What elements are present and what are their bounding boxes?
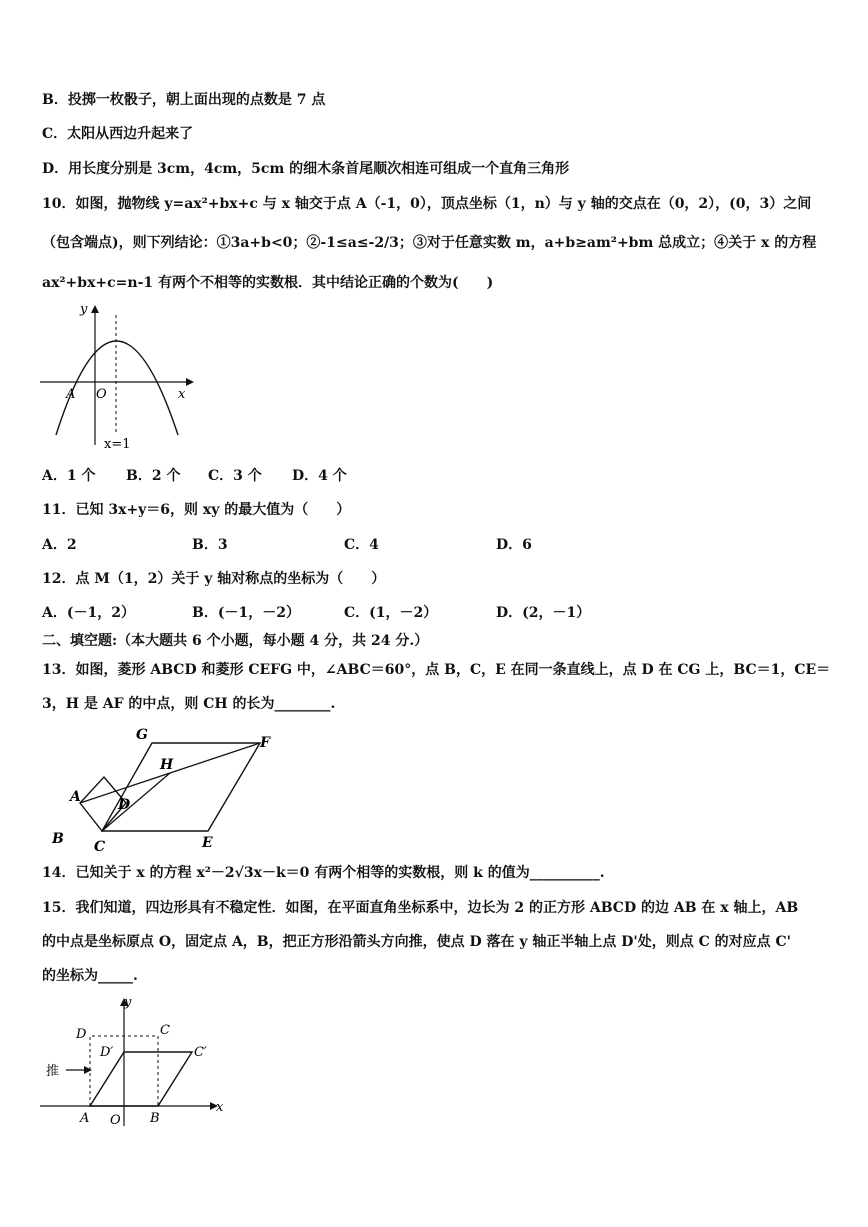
q10-fig-axis-label: x=1 bbox=[104, 437, 131, 452]
q13-fig-e: E bbox=[202, 835, 213, 851]
q12-option-d: D．(2，－1） bbox=[496, 605, 591, 621]
q15-fig-b: B bbox=[150, 1111, 160, 1126]
q13-fig-a: A bbox=[70, 789, 81, 805]
q10-option-c: C．3 个 bbox=[208, 468, 262, 484]
q10-option-b: B．2 个 bbox=[126, 468, 181, 484]
q12-stem: 12．点 M（1，2）关于 y 轴对称点的坐标为（ ） bbox=[42, 571, 386, 587]
q15-fig-a: A bbox=[80, 1111, 90, 1126]
q11-stem: 11．已知 3x+y＝6，则 xy 的最大值为（ ） bbox=[42, 502, 351, 518]
q10-line2: （包含端点)，则下列结论：①3a+b<0；②-1≤a≤-2/3；③对于任意实数 m，a+b≥am²+bm 总成立；④关于 x 的方程 bbox=[42, 235, 817, 251]
q13-rhombus-figure bbox=[48, 725, 288, 855]
q15-fig-push: 推 bbox=[46, 1064, 60, 1079]
q13-fig-f: F bbox=[260, 735, 270, 751]
q11-option-a: A．2 bbox=[42, 537, 77, 553]
q13-fig-h: H bbox=[160, 757, 174, 773]
q10-parabola-figure bbox=[38, 302, 198, 455]
q15-fig-x: x bbox=[216, 1100, 224, 1115]
q15-fig-o: O bbox=[110, 1113, 121, 1128]
q10-fig-o-label: O bbox=[96, 387, 107, 402]
q15-square-figure bbox=[40, 995, 230, 1128]
section2-heading: 二、填空题:（本大题共 6 个小题，每小题 4 分，共 24 分.） bbox=[42, 633, 429, 649]
q15-fig-d: D bbox=[76, 1027, 87, 1042]
q10-fig-a-label: A bbox=[66, 387, 76, 402]
q10-fig-x-label: x bbox=[178, 387, 186, 402]
q12-option-c: C．(1，－2） bbox=[344, 605, 438, 621]
q13-fig-b: B bbox=[52, 831, 64, 847]
q9-option-d: D．用长度分别是 3cm，4cm，5cm 的细木条首尾顺次相连可组成一个直角三角形 bbox=[42, 161, 570, 177]
q9-option-c: C．太阳从西边升起来了 bbox=[42, 126, 194, 142]
q10-option-a: A．1 个 bbox=[42, 468, 96, 484]
q13-line1: 13．如图，菱形 ABCD 和菱形 CEFG 中，∠ABC＝60°，点 B，C，E 在同一条直线上，点 D 在 CG 上，BC＝1，CE＝ bbox=[42, 662, 831, 678]
q9-option-b: B．投掷一枚骰子，朝上面出现的点数是 7 点 bbox=[42, 92, 326, 108]
q12-option-b: B．(－1，－2） bbox=[192, 605, 300, 621]
q11-option-c: C．4 bbox=[344, 537, 379, 553]
q11-option-b: B．3 bbox=[192, 537, 228, 553]
q10-line3: ax²+bx+c=n-1 有两个不相等的实数根．其中结论正确的个数为( ) bbox=[42, 275, 494, 291]
q13-fig-c: C bbox=[94, 839, 106, 855]
q15-fig-c: C bbox=[160, 1023, 170, 1038]
q11-option-d: D．6 bbox=[496, 537, 532, 553]
q15-fig-y: y bbox=[124, 995, 132, 1010]
q13-line2: 3，H 是 AF 的中点，则 CH 的长为________. bbox=[42, 696, 336, 712]
q15-fig-dprime: D′ bbox=[100, 1045, 114, 1060]
q10-line1: 10．如图，抛物线 y=ax²+bx+c 与 x 轴交于点 A（-1，0），顶点坐标（1，n）与 y 轴的交点在（0，2），(0，3）之间 bbox=[42, 196, 812, 212]
q14-line1: 14．已知关于 x 的方程 x²－2√3x－k＝0 有两个相等的实数根，则 k 的值为__________. bbox=[42, 865, 605, 881]
q15-line2: 的中点是坐标原点 O，固定点 A，B，把正方形沿箭头方向推，使点 D 落在 y 轴正半轴上点 D'处，则点 C 的对应点 C' bbox=[42, 934, 791, 950]
q10-option-d: D．4 个 bbox=[292, 468, 347, 484]
q10-fig-y-label: y bbox=[80, 302, 88, 317]
q15-line1: 15．我们知道，四边形具有不稳定性．如图，在平面直角坐标系中，边长为 2 的正方形 ABCD 的边 AB 在 x 轴上，AB bbox=[42, 900, 799, 916]
q15-line3: 的坐标为_____. bbox=[42, 968, 138, 984]
q12-option-a: A．(－1，2） bbox=[42, 605, 135, 621]
q15-fig-cprime: C′ bbox=[194, 1045, 207, 1060]
q13-fig-d: D bbox=[118, 797, 131, 813]
q13-fig-g: G bbox=[136, 727, 148, 743]
